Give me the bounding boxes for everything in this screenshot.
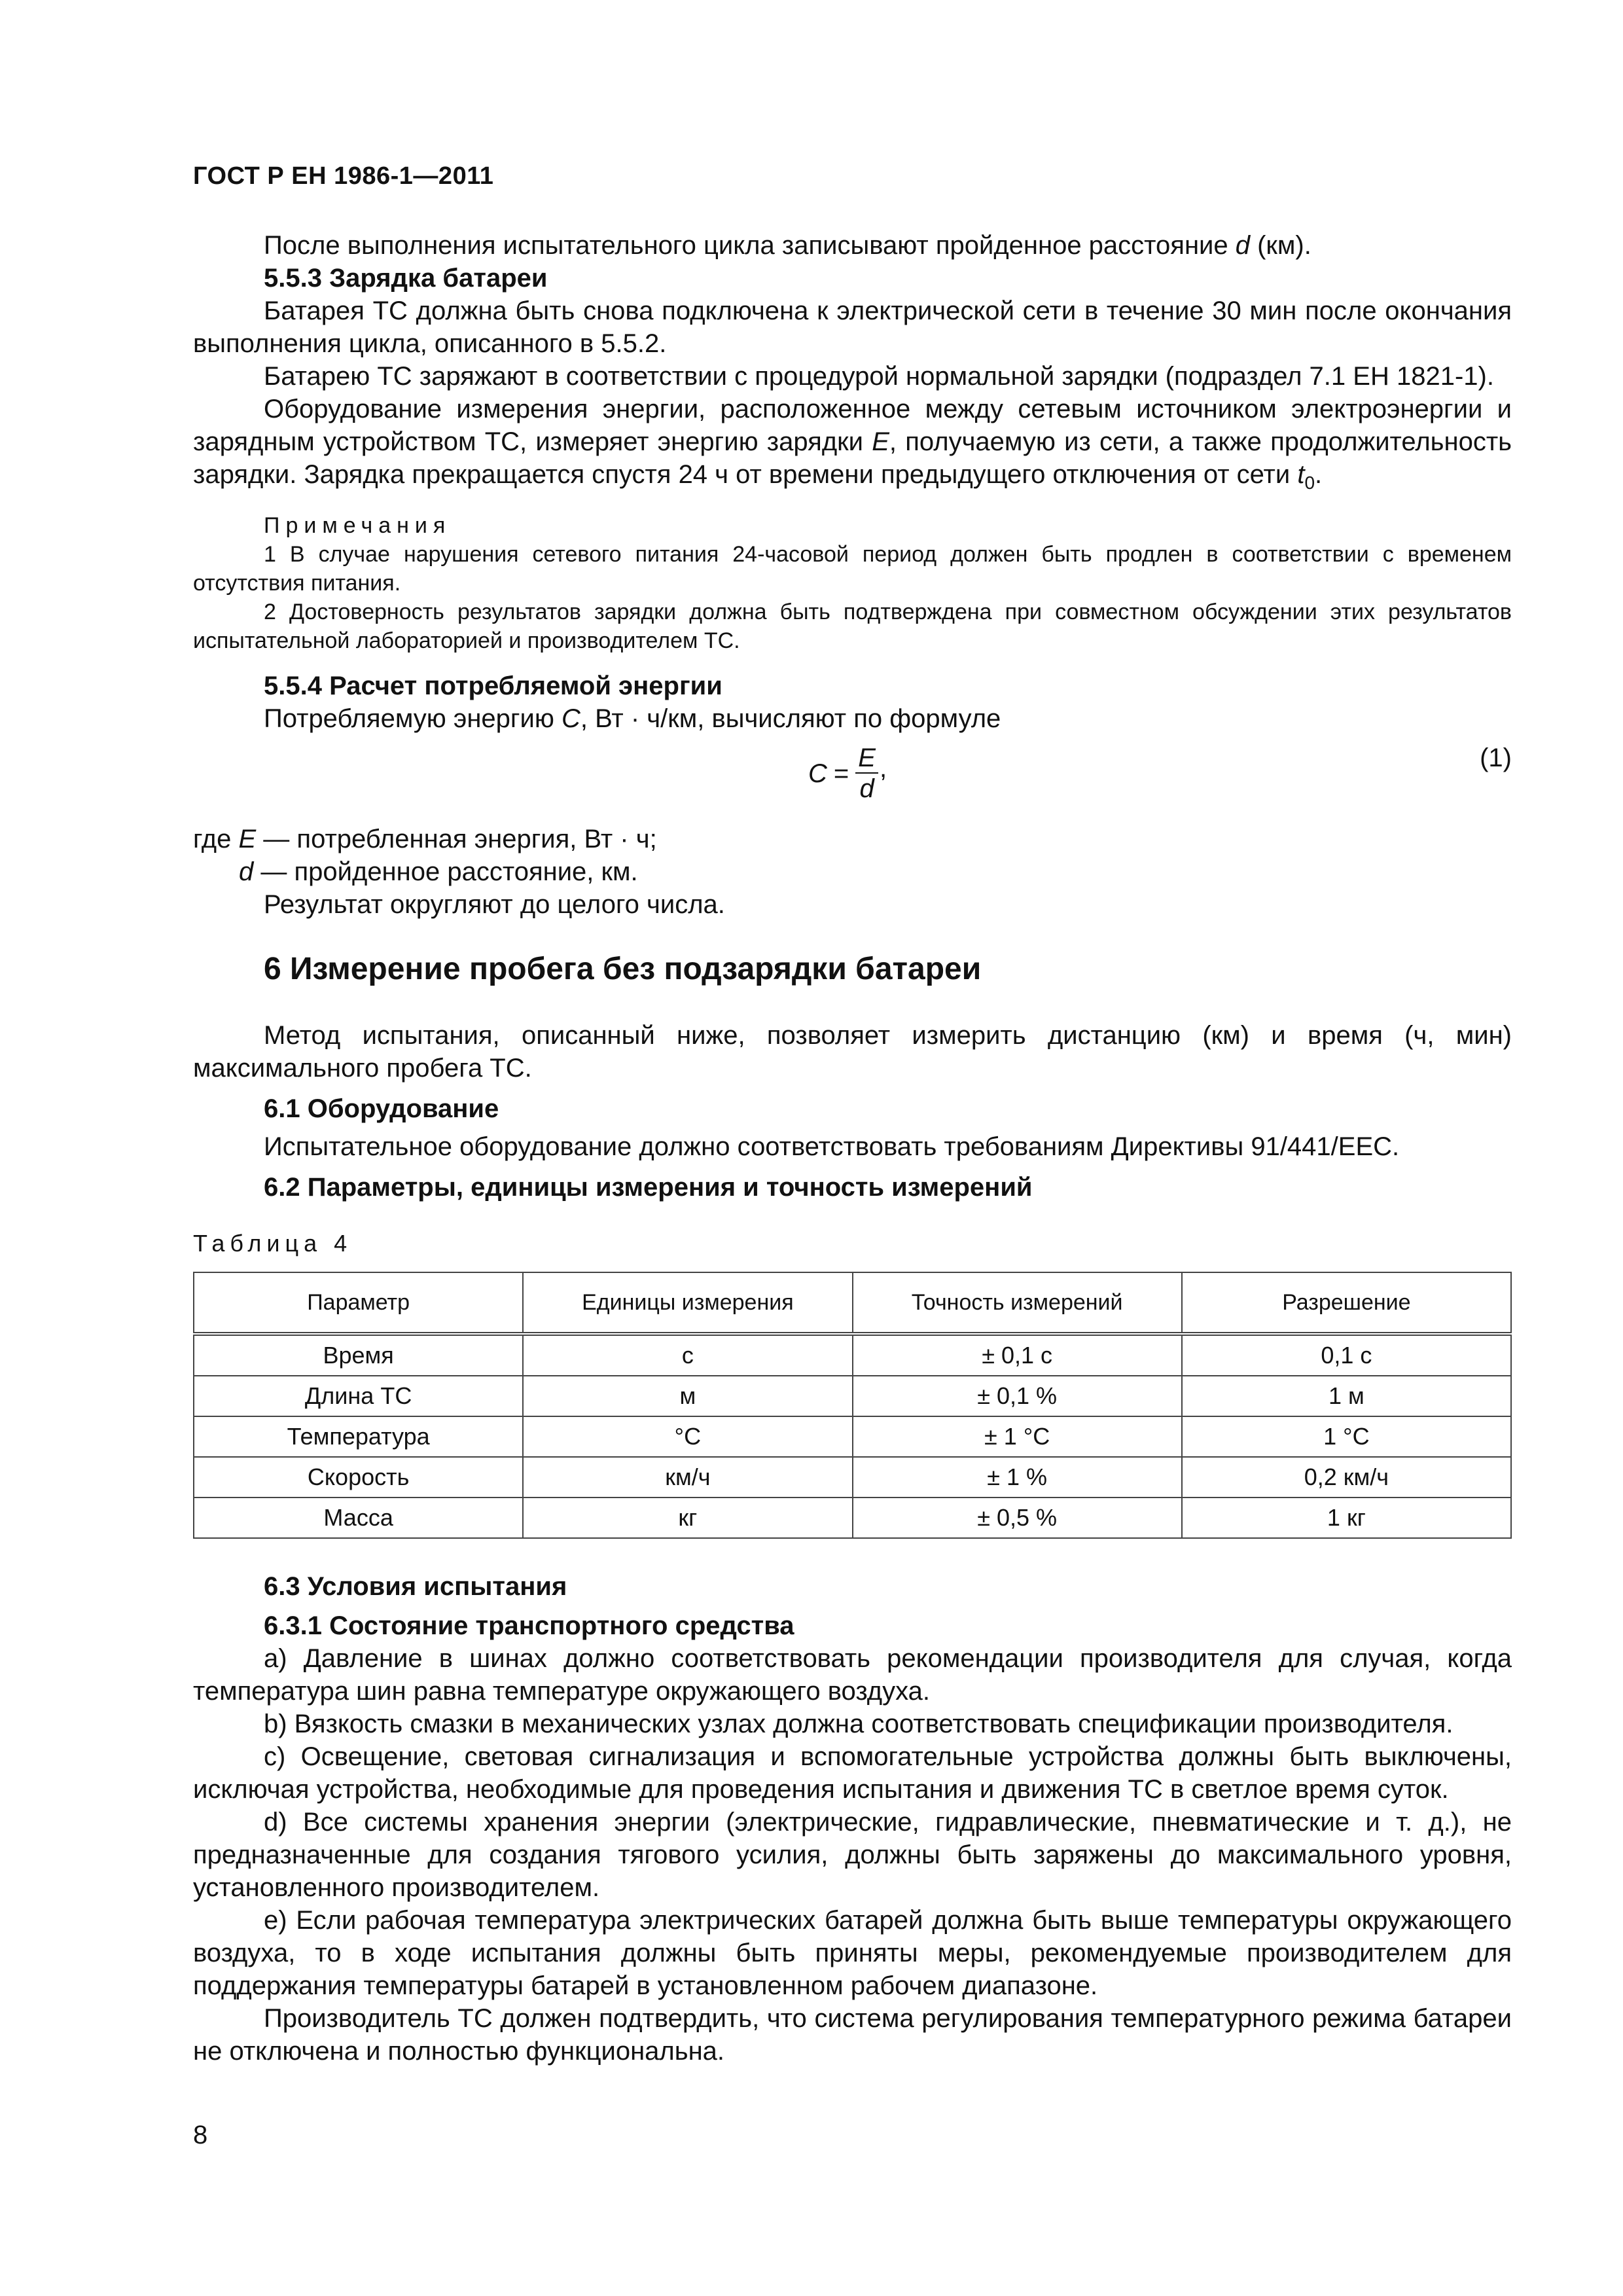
formula-number: (1) — [1480, 744, 1512, 772]
text: , получаемую из сети, а также продолжительность зарядки. Зарядка прекращается спустя 24 ч от времени предыдущего отключения от сети — [193, 427, 1512, 489]
variable-d: d — [239, 857, 254, 886]
table-cell: кг — [523, 1498, 852, 1538]
table-cell: Скорость — [194, 1457, 523, 1498]
table-row — [194, 1334, 1511, 1376]
table-cell: м — [523, 1376, 852, 1416]
paragraph-final: Производитель ТС должен подтвердить, что система регулирования температурного режима батареи не отключена и полностью функциональна. — [193, 2004, 1512, 2066]
table-cell: 1 м — [1182, 1376, 1511, 1416]
table-cell: 1 °С — [1182, 1416, 1511, 1457]
notes-title: Примечания — [264, 513, 452, 538]
list-item-e: e) Если рабочая температура электрических батарей должна быть выше температуры окружающего воздуха, то в ходе испытания должны быть приняты меры, рекомендуемые производителем для поддержания температуры батарей в установленном рабочем диапазоне. — [193, 1906, 1512, 2000]
section-6-2-title: 6.2 Параметры, единицы измерения и точность измерений — [264, 1173, 1033, 1202]
variable-d: d — [1235, 231, 1250, 260]
table-cell: ± 1 % — [853, 1457, 1182, 1498]
paragraph-energy-measurement — [193, 393, 1512, 499]
section-5-5-3-title: 5.5.3 Зарядка батареи — [264, 264, 548, 293]
formula-fraction — [855, 744, 878, 804]
table-header-cell: Разрешение — [1182, 1272, 1511, 1334]
table-cell: ± 1 °С — [853, 1416, 1182, 1457]
table-cell: 0,1 с — [1182, 1334, 1511, 1376]
table-cell: ± 0,1 с — [853, 1334, 1182, 1376]
table-row — [194, 1376, 1511, 1416]
page-number: 8 — [193, 2121, 208, 2149]
parameters-table — [193, 1272, 1512, 1539]
section-6-1-title: 6.1 Оборудование — [264, 1094, 499, 1123]
formula-block — [193, 738, 1512, 816]
table-cell: 0,2 км/ч — [1182, 1457, 1511, 1498]
text: (км). — [1250, 231, 1311, 260]
list-item-c: c) Освещение, световая сигнализация и вспомогательные устройства должны быть выключены, исключая устройства, необходимые для проведения испытания и движения ТС в светлое время суток. — [193, 1742, 1512, 1804]
variable-t: t — [1297, 460, 1305, 489]
table-cell: Масса — [194, 1498, 523, 1538]
note-1: 1 В случае нарушения сетевого питания 24-часовой период должен быть продлен в соответствии с временем отсутствия питания. — [193, 542, 1512, 596]
section-6-3-1-title: 6.3.1 Состояние транспортного средства — [264, 1611, 794, 1640]
table-cell: Температура — [194, 1416, 523, 1457]
paragraph-distance — [193, 229, 1512, 262]
table-header-row — [194, 1272, 1511, 1334]
section-5-5-4-title: 5.5.4 Расчет потребляемой энергии — [264, 672, 722, 700]
paragraph-battery-connect: Батарея ТС должна быть снова подключена к электрической сети в течение 30 мин после окончания выполнения цикла, описанного в 5.5.2. — [193, 296, 1512, 358]
table-cell: Время — [194, 1334, 523, 1376]
text: — пройденное расстояние, км. — [253, 857, 638, 886]
text: , Вт · ч/км, вычисляют по формуле — [580, 704, 1001, 733]
table-cell: км/ч — [523, 1457, 852, 1498]
section-6-3-title: 6.3 Условия испытания — [264, 1572, 567, 1601]
page-content — [193, 229, 1512, 2068]
formula-denominator: d — [859, 774, 874, 803]
table-cell: ± 0,5 % — [853, 1498, 1182, 1538]
formula — [808, 738, 887, 810]
table-label: Таблица 4 — [193, 1230, 353, 1257]
paragraph-method: Метод испытания, описанный ниже, позволяет измерить дистанцию (км) и время (ч, мин) максимального пробега ТС. — [193, 1021, 1512, 1083]
table-cell: °С — [523, 1416, 852, 1457]
text: . — [1315, 460, 1323, 489]
table-cell: Длина ТС — [194, 1376, 523, 1416]
paragraph-rounding: Результат округляют до целого числа. — [264, 890, 725, 919]
formula-comma: , — [879, 754, 887, 783]
variable-c: C — [561, 704, 580, 733]
text: — потребленная энергия, Вт · ч; — [256, 825, 657, 853]
formula-lhs: C — [808, 759, 827, 788]
table-header-cell: Единицы измерения — [523, 1272, 852, 1334]
table-row — [194, 1416, 1511, 1457]
text: где — [193, 825, 239, 853]
section-6-title: 6 Измерение пробега без подзарядки батареи — [264, 952, 982, 986]
paragraph-battery-charge: Батарею ТС заряжают в соответствии с процедурой нормальной зарядки (подраздел 7.1 ЕН 1821-1). — [264, 362, 1494, 391]
table-cell: с — [523, 1334, 852, 1376]
text: Потребляемую энергию — [264, 704, 562, 733]
paragraph-formula-intro — [193, 702, 1512, 735]
table-cell: ± 0,1 % — [853, 1376, 1182, 1416]
formula-numerator: E — [855, 744, 878, 774]
formula-equals: = — [833, 759, 849, 788]
text: Оборудование измерения энергии, расположенное между сетевым источником электроэнергии и зарядным устройством ТС, измеряет энергию зарядки — [193, 395, 1512, 456]
note-2: 2 Достоверность результатов зарядки должна быть подтверждена при совместном обсуждении этих результатов испытательной лабораторией и производителем ТС. — [193, 600, 1512, 653]
subscript-0: 0 — [1304, 473, 1315, 493]
table-cell: 1 кг — [1182, 1498, 1511, 1538]
list-item-b: b) Вязкость смазки в механических узлах должна соответствовать спецификации производителя. — [264, 1710, 1454, 1738]
variable-e: E — [872, 427, 889, 456]
document-header: ГОСТ Р ЕН 1986-1—2011 — [193, 162, 494, 190]
variable-e: E — [238, 825, 257, 853]
paragraph-equipment: Испытательное оборудование должно соответствовать требованиям Директивы 91/441/ЕЕС. — [264, 1132, 1400, 1161]
list-item-a: а) Давление в шинах должно соответствовать рекомендации производителя для случая, когда температура шин равна температуре окружающего воздуха. — [193, 1644, 1512, 1706]
list-item-d: d) Все системы хранения энергии (электрические, гидравлические, пневматические и т. д.), не предназначенные для создания тягового усилия, должны быть заряжены до максимального уровня, установленного производителем. — [193, 1808, 1512, 1902]
table-header-cell: Точность измерений — [853, 1272, 1182, 1334]
table-row — [194, 1457, 1511, 1498]
where-e — [193, 823, 1512, 855]
where-d — [193, 855, 1512, 888]
text: После выполнения испытательного цикла записывают пройденное расстояние — [264, 231, 1236, 260]
table-header-cell: Параметр — [194, 1272, 523, 1334]
table-row — [194, 1498, 1511, 1538]
